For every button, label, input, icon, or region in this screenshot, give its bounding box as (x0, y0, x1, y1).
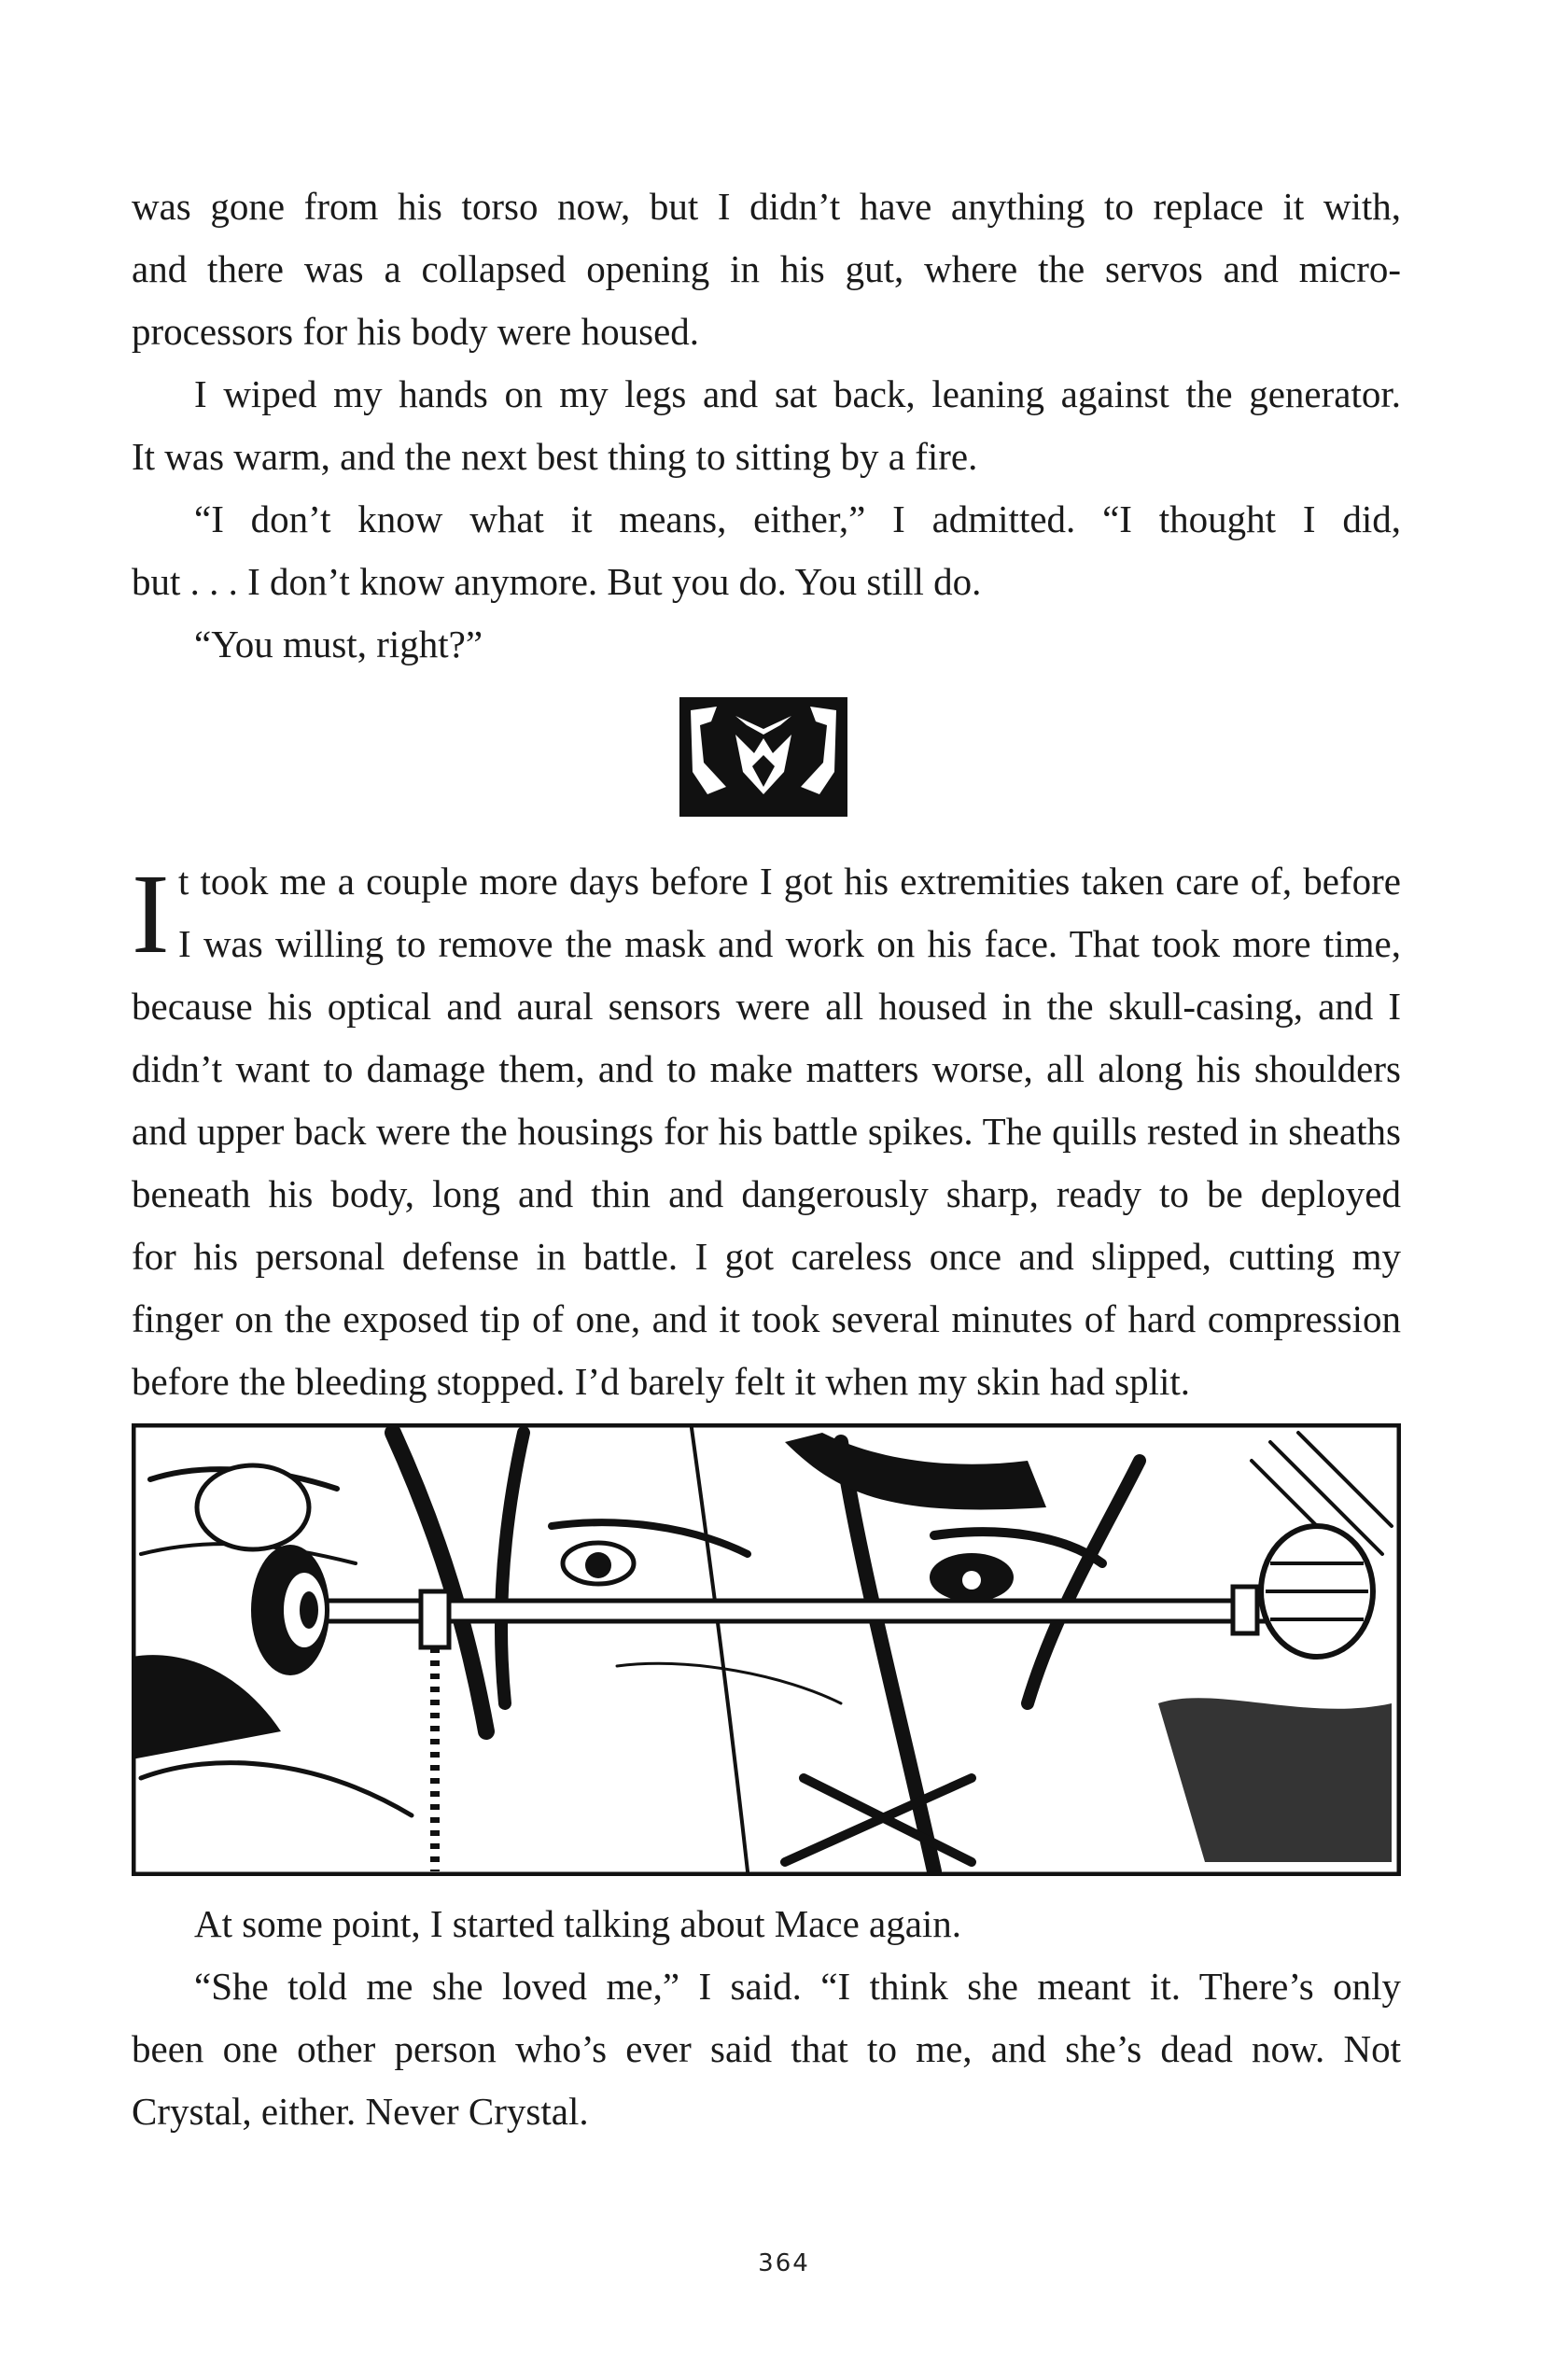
text-line: It was warm, and the next best thing to sitting by a fire. (132, 435, 978, 478)
section-break-ornament-icon (679, 697, 847, 817)
text-line: was gone from his torso now, but I didn’t have anything to replace it with, (132, 185, 1401, 228)
text-line: “She told me she loved me,” I said. “I think she meant it. There’s only (194, 1965, 1401, 2008)
text-line: At some point, I started talking about Mace again. (194, 1902, 962, 1945)
text-block-top (132, 175, 1401, 676)
text-line: “I don’t know what it means, either,” I admitted. “I thought I did, (194, 497, 1401, 540)
text-line: and upper back were the housings for his battle spikes. The quills rested in sheaths (132, 1110, 1401, 1153)
text-line: because his optical and aural sensors were all housed in the skull-casing, and I (132, 985, 1401, 1028)
text-line: finger on the exposed tip of one, and it took several minutes of hard compression (132, 1297, 1401, 1340)
text-line: I wiped my hands on my legs and sat back, leaning against the generator. (194, 372, 1401, 415)
text-line: didn’t want to damage them, and to make matters worse, all along his shoulders (132, 1047, 1401, 1090)
text-line: and there was a collapsed opening in his gut, where the servos and micro- (132, 247, 1401, 290)
text-line: beneath his body, long and thin and dangerously sharp, ready to be deployed (132, 1172, 1401, 1215)
text-line: been one other person who’s ever said that to me, and she’s dead now. Not (132, 2027, 1401, 2070)
text-line: processors for his body were housed. (132, 310, 700, 353)
text-line: I was willing to remove the mask and work on his face. That took more time, (178, 922, 1401, 965)
text-line: Crystal, either. Never Crystal. (132, 2090, 589, 2133)
text-line: before the bleeding stopped. I’d barely felt it when my skin had split. (132, 1360, 1191, 1403)
page-number: 364 (758, 2249, 810, 2277)
ink-illustration-panel (132, 1423, 1401, 1876)
text-block-bottom (132, 1893, 1401, 2143)
text-block-middle (132, 850, 1401, 1413)
text-line: “You must, right?” (194, 623, 483, 665)
drop-cap: I (132, 851, 170, 977)
text-line: but . . . I don’t know anymore. But you do. You still do. (132, 560, 982, 603)
text-line: for his personal defense in battle. I got careless once and slipped, cutting my (132, 1235, 1401, 1278)
text-line: t took me a couple more days before I got his extremities taken care of, before (178, 860, 1401, 903)
